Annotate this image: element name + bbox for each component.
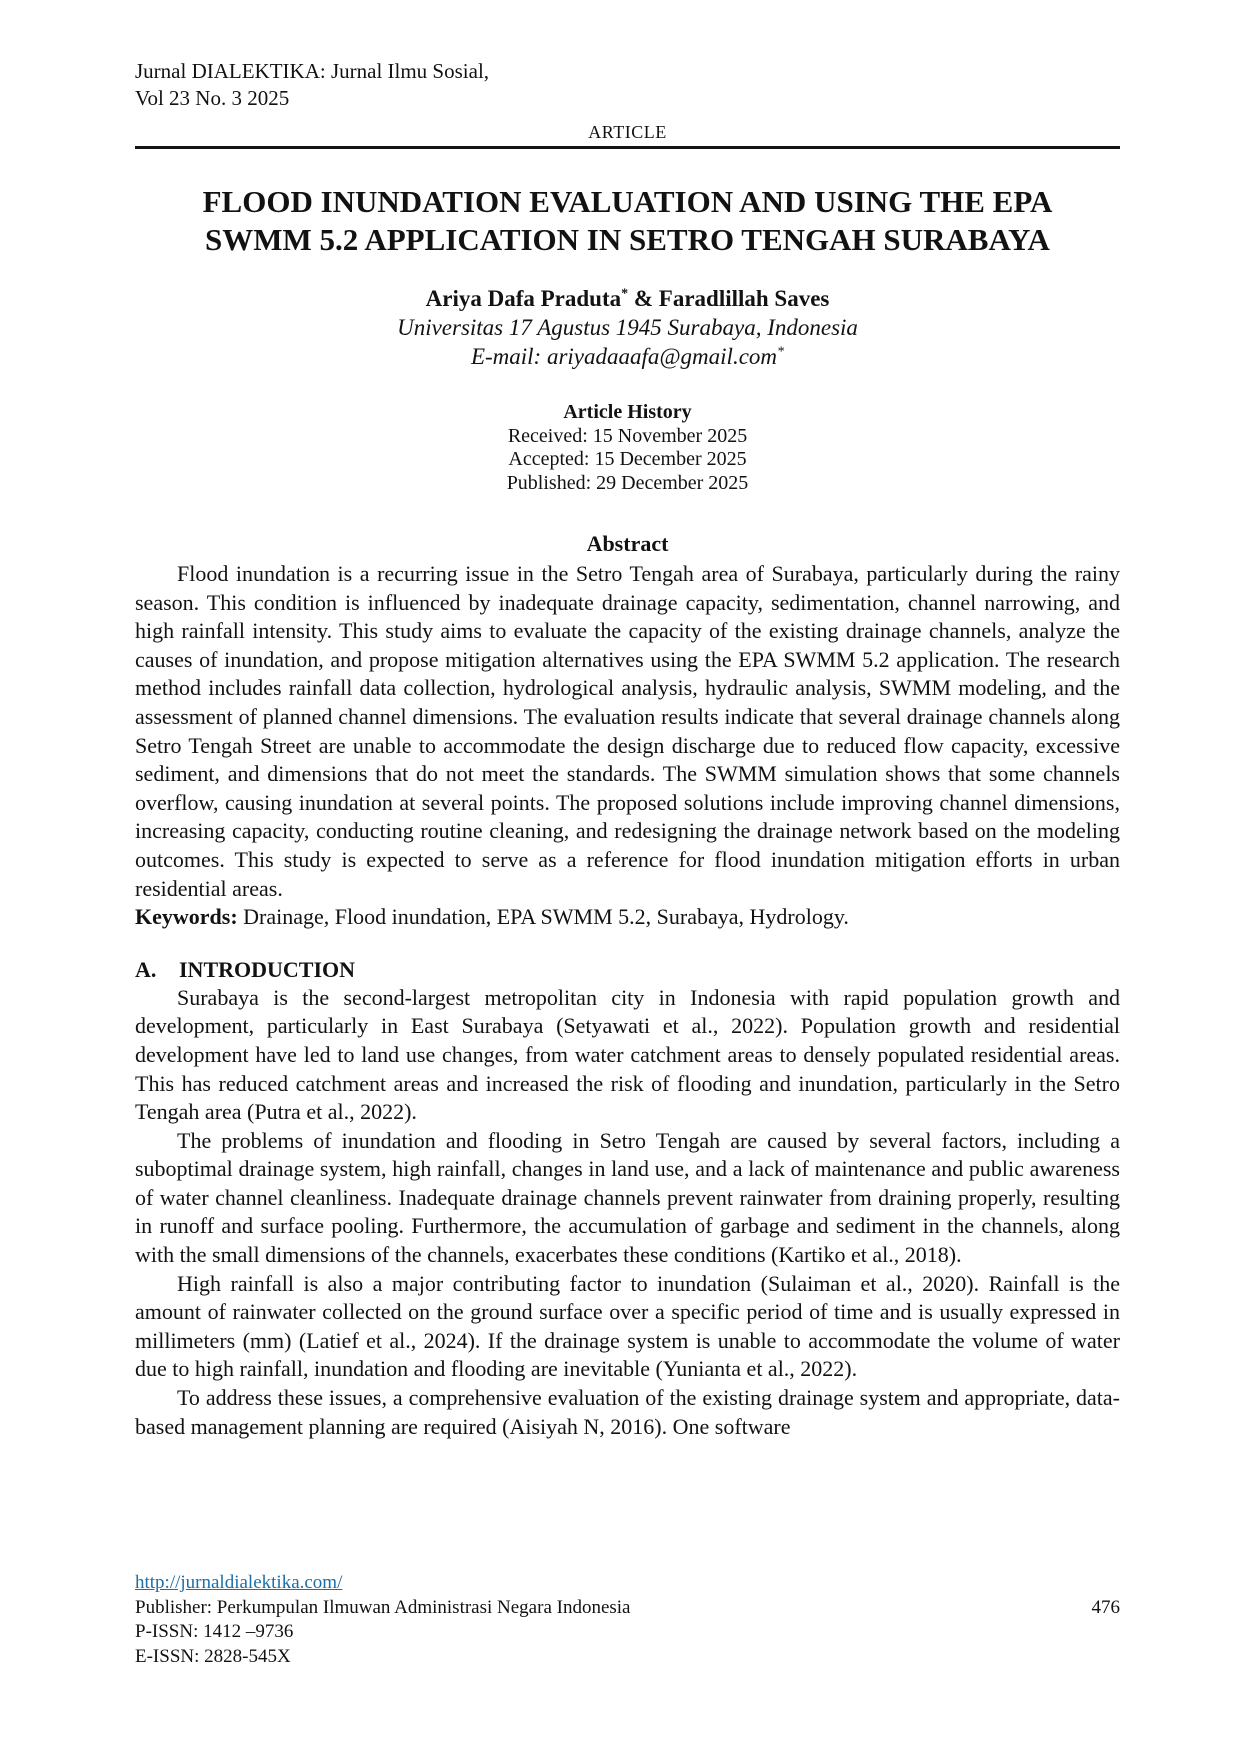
page-footer [135,1571,1120,1669]
history-published: Published: 29 December 2025 [506,471,749,494]
author-name-1: Ariya Dafa Praduta [425,286,622,311]
article-history-heading: Article History [563,401,692,423]
author-rest: & Faradlillah Saves [628,286,830,311]
journal-volume: Vol 23 No. 3 2025 [135,86,290,110]
p-issn: P-ISSN: 1412 –9736 [135,1621,294,1642]
affiliation-line: Universitas 17 Agustus 1945 Surabaya, Indonesia [397,315,858,340]
article-type-label: ARTICLE [588,122,667,142]
journal-url-link[interactable]: http://jurnaldialektika.com/ [135,1572,343,1593]
paper-title-line-2: SWMM 5.2 APPLICATION IN SETRO TENGAH SURABAYA [205,222,1050,257]
publisher-row [135,1596,1120,1621]
header-divider [135,146,1120,149]
page-number: 476 [1091,1596,1120,1618]
section-label: A. [135,956,157,982]
keywords-text: Drainage, Flood inundation, EPA SWMM 5.2, Surabaya, Hydrology. [237,904,849,930]
intro-paragraph-3: High rainfall is also a major contributing factor to inundation (Sulaiman et al., 2020). Rainfall is the amount of rainwater collected on the ground surface over a specific period of time and is usually expressed in millimeters (mm) (Latief et al., 2024). If the drainage system is unable to accommodate the volume of water due to high rainfall, inundation and flooding are inevitable (Yunianta et al., 2022). [135,1270,1120,1382]
intro-paragraph-4: To address these issues, a comprehensive evaluation of the existing drainage system and appropriate, data-based management planning are required (Aisiyah N, 2016). One software [135,1385,1120,1439]
history-accepted: Accepted: 15 December 2025 [508,448,747,470]
history-received: Received: 15 November 2025 [507,424,748,447]
author-asterisk: * [621,286,629,302]
keywords-line [135,903,1120,932]
intro-paragraph-1: Surabaya is the second-largest metropolitan city in Indonesia with rapid population growth and development, particularly in East Surabaya (Setyawati et al., 2022). Population growth and residential development have led to land use changes, from water catchment areas to densely populated residential areas. This has reduced catchment areas and increased the risk of flooding and inundation, particularly in the Setro Tengah area (Putra et al., 2022). [135,984,1120,1125]
email-asterisk: * [777,344,785,360]
abstract-paragraph: Flood inundation is a recurring issue in the Setro Tengah area of Surabaya, particularly during the rainy season. This condition is influenced by inadequate drainage capacity, sedimentation, channel narrowing, and high rainfall intensity. This study aims to evaluate the capacity of the existing drainage channels, analyze the causes of inundation, and propose mitigation alternatives using the EPA SWMM 5.2 application. The research method includes rainfall data collection, hydrological analysis, hydraulic analysis, SWMM modeling, and the assessment of planned channel dimensions. The evaluation results indicate that several drainage channels along Setro Tengah Street are unable to accommodate the design discharge due to reduced flow capacity, excessive sediment, and dimensions that do not meet the standards. The SWMM simulation shows that some channels overflow, causing inundation at several points. The proposed solutions include improving channel dimensions, increasing capacity, conducting routine cleaning, and redesigning the drainage network based on the modeling outcomes. This study is expected to serve as a reference for flood inundation mitigation efforts in urban residential areas. [135,561,1120,901]
journal-title: Jurnal DIALEKTIKA: Jurnal Ilmu Sosial, [135,59,490,83]
email-line [135,342,1120,371]
publisher-text: Publisher: Perkumpulan Ilmuwan Administrasi Negara Indonesia [135,1596,631,1618]
email-text: E-mail: ariyadaaafa@gmail.com [470,344,778,369]
journal-header [135,58,1120,112]
e-issn: E-ISSN: 2828-545X [135,1645,291,1667]
keywords-label: Keywords: [135,904,238,930]
paper-title-line-1: FLOOD INUNDATION EVALUATION AND USING THE EPA [202,184,1053,219]
paper-title [135,183,1120,259]
section-heading-introduction [135,956,1120,984]
article-history [135,401,1120,495]
section-title: INTRODUCTION [179,956,356,982]
authors-line [135,285,1120,313]
abstract-heading: Abstract [586,531,669,556]
intro-paragraph-2: The problems of inundation and flooding in Setro Tengah are caused by several factors, including a suboptimal drainage system, high rainfall, changes in land use, and a lack of maintenance and public awareness of water channel cleanliness. Inadequate drainage channels prevent rainwater from draining properly, resulting in runoff and surface pooling. Furthermore, the accumulation of garbage and sediment in the channels, along with the small dimensions of the channels, exacerbates these conditions (Kartiko et al., 2018). [135,1127,1120,1268]
